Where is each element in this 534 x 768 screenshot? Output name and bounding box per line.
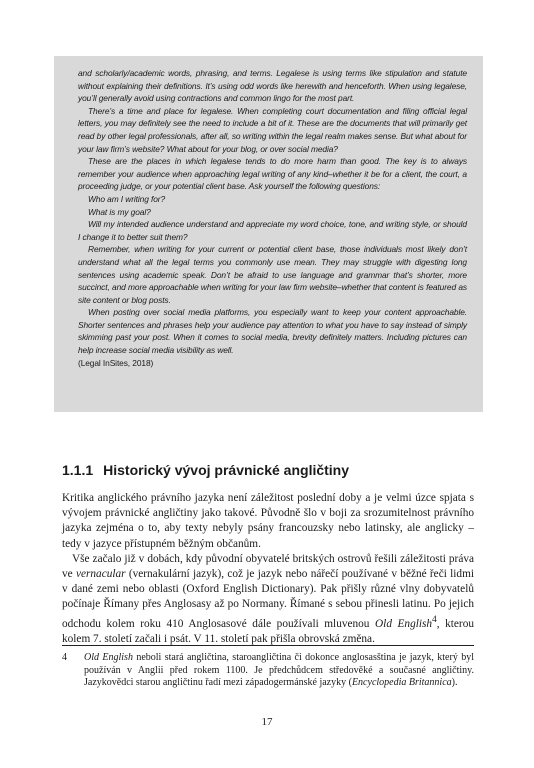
footnote-ref[interactable]: 4	[432, 614, 437, 625]
term-vernacular: vernacular	[75, 568, 126, 581]
quotation-paragraph: There’s a time and place for legalese. When completing court documentation and filing official legal letters, you may definitely see the need to include a bit of it. These are the documents that will primarily get read by other legal professionals, after all, so writing within the legal realm makes sense. But what about for your law firm’s website? What about for your blog, or over social media?	[78, 105, 467, 154]
paragraph-1: Kritika anglického právního jazyka není záležitost poslední doby a je velmi úzce spjata s vývojem právnické angličtiny jako takové. Původně šlo v boji za srozumitelnost právního jazyka zejména o to, aby texty nebyly psány francouzsky nebo latinsky, ale anglicky – tedy v jazyce přístupném běžným občanům.	[62, 492, 474, 550]
quotation-paragraph: These are the places in which legalese tends to do more harm than good. The key is to always remember your audience when approaching legal writing of any kind–whether it be for a client, the court, a proceeding judge, or your potential client base. Ask yourself the following questions:	[78, 156, 467, 192]
quotation-paragraph: Remember, when writing for your current or potential client base, those individuals most likely don’t understand what all the legal terms you commonly use mean. They may struggle with digesting long sentences using academic speak. Don’t be afraid to use language and grammar that’s shorter, more succinct, and more approachable when writing for your law firm website–whether that content is featured as site content or blog posts.	[78, 244, 467, 305]
page-number: 17	[261, 716, 273, 728]
section-title: Historický vývoj právnické angličtiny	[103, 462, 350, 478]
quotation-paragraph: When posting over social media platforms, you especially want to keep your content approachable. Shorter sentences and phrases help your audience pay attention to what you have to say instead of simply skimming past your post. When it comes to social media, brevity definitely matters. Including pictures can help increase social media visibility as well.	[78, 307, 467, 356]
footnote	[62, 652, 474, 690]
quotation-text	[78, 67, 467, 357]
section-heading	[62, 462, 349, 478]
term-old-english: Old English	[375, 617, 433, 630]
quotation-paragraph: What is my goal?	[88, 206, 151, 217]
footnote-number: 4	[62, 652, 67, 663]
footnote-divider	[62, 645, 474, 646]
quotation-paragraph: and scholarly/academic words, phrasing, and terms. Legalese is using terms like stipulation and statute without explaining their definitions. It’s using odd words like herewith and henceforth. When using legalese, you’ll generally avoid using contractions and common lingo for the most part.	[78, 68, 467, 104]
quotation-paragraph: Will my intended audience understand and appreciate my word choice, tone, and writing style, or should I change it to better suit them?	[78, 219, 467, 242]
paragraph-2: Vše začalo již v dobách, kdy původní obyvatelé britských ostrovů řešili záležitosti práva ve vernacular (vernakulární jazyk), což je jazyk nebo nářečí používané v běžné řeči lidmi v dané zemi nebo oblasti (Oxford English Dictionary). Pak přišly různé vlny dobyvatelů počínaje Římany přes Anglosasy až po Normany. Římané s sebou přinesli latinu. Po jejich odchodu kolem roku 410 Anglosasové dále používali mluvenou Old English$^4$, kterou kolem 7. století začali i psát. V 11. století pak přišla obrovská změna.	[62, 552, 474, 645]
quotation-paragraph: Who am I writing for?	[88, 193, 166, 204]
quotation-box	[54, 56, 483, 412]
section-number: 1.1.1	[62, 462, 94, 478]
body-text	[62, 491, 474, 647]
quotation-source: (Legal InSites, 2018)	[78, 357, 154, 368]
footnote-text: Old English neboli stará angličtina, staroangličtina či dokonce anglosasština je jazyk, který byl používán v Anglii před rokem 1100. Je předchůdcem středověké a současné angličtiny. Jazykovědci starou angličtinu řadí mezi západogermánské jazyky (Encyclopedia Britannica).	[84, 652, 474, 689]
